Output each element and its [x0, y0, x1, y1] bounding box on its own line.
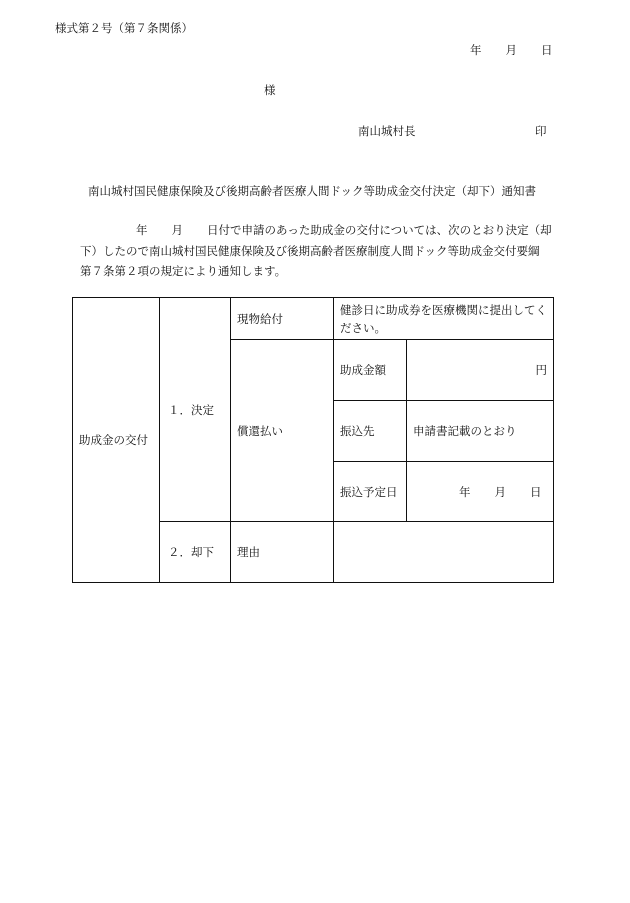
body-year: 年 [136, 223, 148, 237]
seal-mark: 印 [535, 124, 547, 138]
in-kind-label: 現物給付 [231, 298, 334, 340]
addressee-suffix: 様 [264, 83, 276, 97]
amount-label: 助成金額 [334, 340, 407, 401]
row-header-grant: 助成金の交付 [73, 298, 160, 583]
reimburse-label: 償還払い [231, 340, 334, 522]
transfer-date-label: 振込予定日 [334, 462, 407, 522]
notice-body-line-1 [80, 220, 555, 241]
transfer-value: 申請書記載のとおり [407, 401, 554, 462]
amount-unit: 円 [407, 340, 554, 401]
rejection-label: ２．却下 [160, 522, 231, 583]
document-title: 南山城村国民健康保険及び後期高齢者医療人間ドック等助成金交付決定（却下）通知書 [88, 184, 537, 198]
date-month: 月 [505, 43, 517, 57]
body-line1-text: 日付で申請のあった助成金の交付については、次のとおり決定（却 [207, 223, 552, 237]
transfer-date-day: 日 [530, 484, 542, 499]
grant-table [72, 297, 554, 583]
date-year: 年 [470, 43, 482, 57]
transfer-date-year: 年 [459, 484, 471, 499]
notice-body [80, 220, 555, 282]
date-day: 日 [541, 43, 553, 57]
reason-value [334, 522, 554, 583]
notice-body-line-2: 下）したので南山城村国民健康保険及び後期高齢者医療制度人間ドック等助成金交付要綱 [80, 243, 540, 258]
transfer-date-month: 月 [494, 484, 506, 499]
reason-label: 理由 [231, 522, 334, 583]
body-month: 月 [171, 223, 183, 237]
transfer-date-value [407, 462, 554, 522]
issue-date [470, 42, 553, 58]
issuer-name: 南山城村長 [358, 124, 416, 138]
decision-label: １．決定 [160, 298, 231, 522]
in-kind-note: 健診日に助成券を医療機関に提出してください。 [334, 298, 554, 340]
notice-body-line-3: 第７条第２項の規定により通知します。 [80, 264, 287, 278]
form-number: 様式第２号（第７条関係） [55, 21, 193, 35]
transfer-label: 振込先 [334, 401, 407, 462]
